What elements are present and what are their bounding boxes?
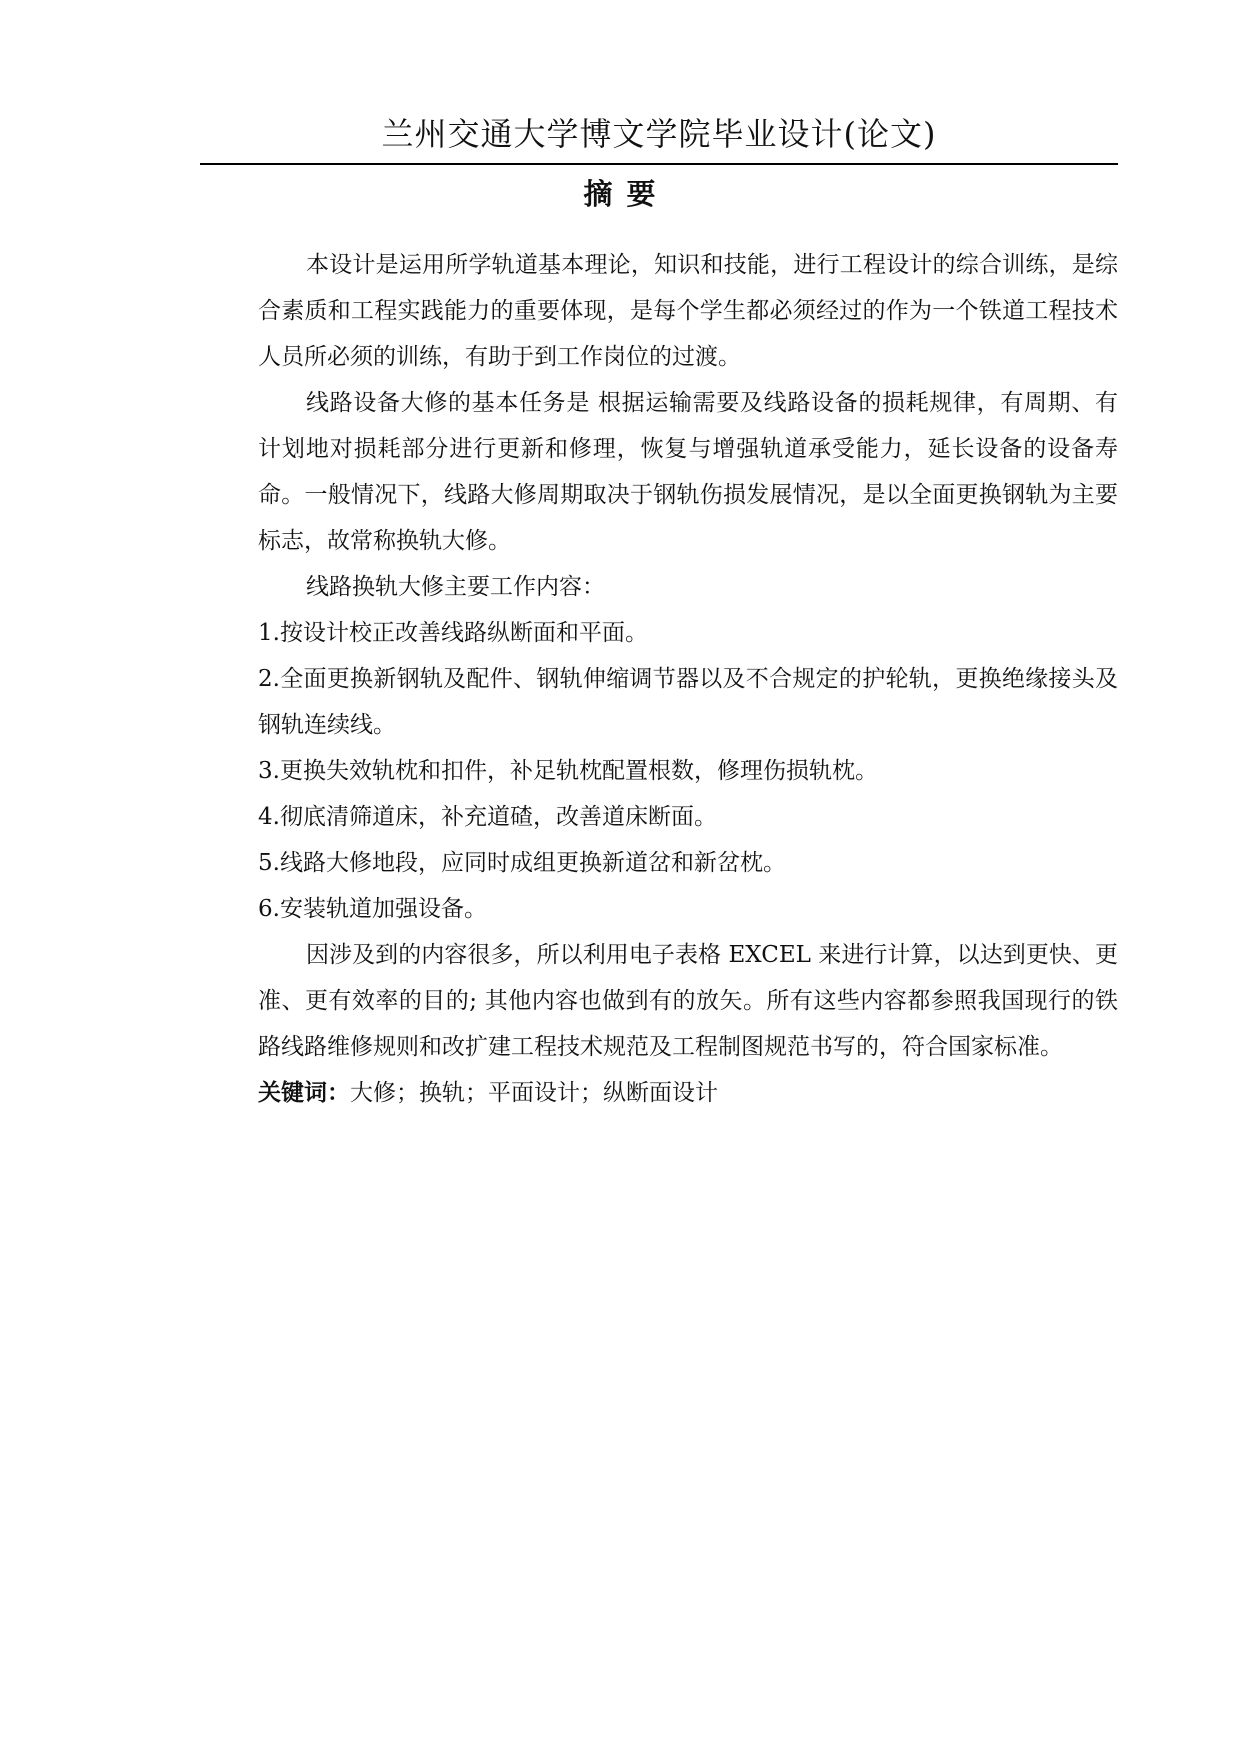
work-item-4: 4.彻底清筛道床，补充道碴，改善道床断面。 xyxy=(258,804,717,830)
work-item-2: 2.全面更换新钢轨及配件、钢轨伸缩调节器以及不合规定的护轮轨，更换绝缘接头及钢轨连续线。 xyxy=(258,666,1118,738)
work-item-5: 5.线路大修地段，应同时成组更换新道岔和新岔枕。 xyxy=(258,850,786,876)
keywords-line xyxy=(258,1070,1118,1116)
abstract-body xyxy=(258,242,1118,1116)
abstract-paragraph-2: 线路设备大修的基本任务是 根据运输需要及线路设备的损耗规律，有周期、有计划地对损耗部分进行更新和修理，恢复与增强轨道承受能力，延长设备的设备寿命。一般情况下，线路大修周期取决于钢轨伤损发展情况，是以全面更换钢轨为主要标志，故常称换轨大修。 xyxy=(258,390,1118,554)
work-item-6: 6.安装轨道加强设备。 xyxy=(258,896,487,922)
page-header xyxy=(200,112,1118,156)
abstract-closing-paragraph: 因涉及到的内容很多，所以利用电子表格 EXCEL 来进行计算，以达到更快、更准、更有效率的目的; 其他内容也做到有的放矢。所有这些内容都参照我国现行的铁路线路维修规则和改扩建工程技术规范及工程制图规范书写的，符合国家标准。 xyxy=(258,942,1118,1060)
keywords-text: 大修；换轨；平面设计；纵断面设计 xyxy=(350,1080,718,1106)
abstract-title: 摘 要 xyxy=(583,177,658,211)
keywords-label: 关键词： xyxy=(258,1079,350,1106)
abstract-paragraph-1: 本设计是运用所学轨道基本理论，知识和技能，进行工程设计的综合训练，是综合素质和工程实践能力的重要体现，是每个学生都必须经过的作为一个铁道工程技术人员所必须的训练，有助于到工作岗位的过渡。 xyxy=(258,252,1118,370)
document-header-title: 兰州交通大学博文学院毕业设计(论文) xyxy=(381,115,937,153)
work-item-1: 1.按设计校正改善线路纵断面和平面。 xyxy=(258,620,648,646)
work-item-3: 3.更换失效轨枕和扣件，补足轨枕配置根数，修理伤损轨枕。 xyxy=(258,758,878,784)
abstract-paragraph-3: 线路换轨大修主要工作内容： xyxy=(306,574,605,600)
header-rule xyxy=(200,163,1118,165)
